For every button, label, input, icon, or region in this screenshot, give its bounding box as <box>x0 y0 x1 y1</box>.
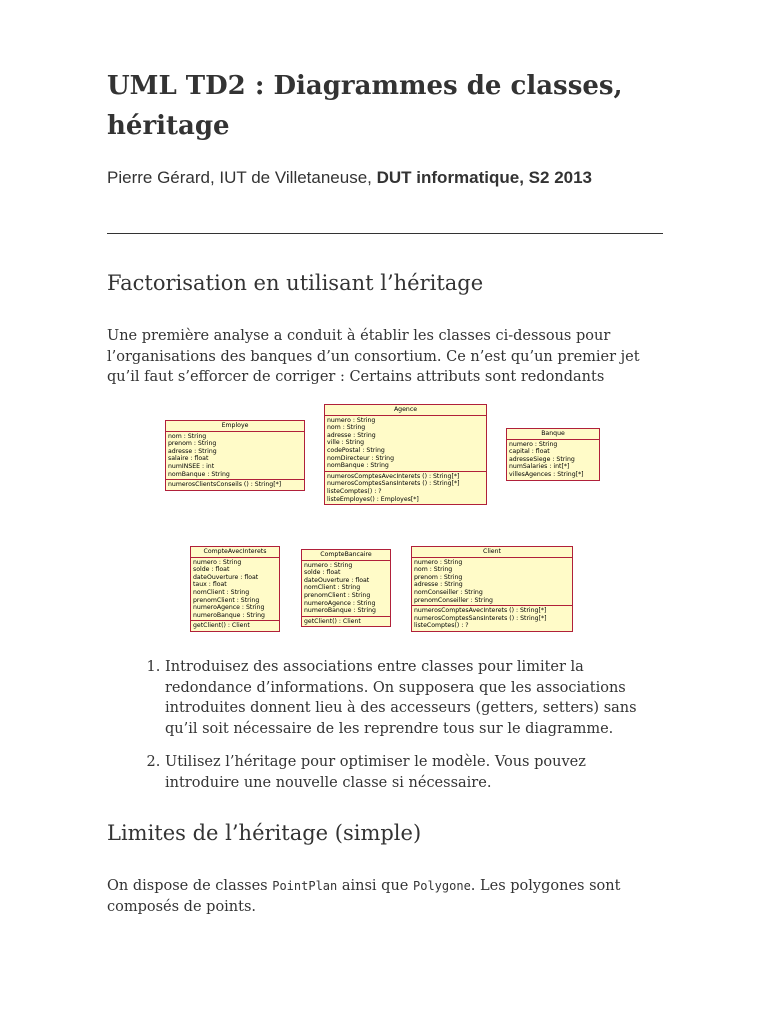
code-pointplan: PointPlan <box>272 879 338 893</box>
uml-attribute: numero : String <box>414 558 463 566</box>
uml-operation: listeComptes() : ? <box>414 622 469 630</box>
uml-attribute: numINSEE : int <box>168 462 215 470</box>
uml-attribute: dateOuverture : float <box>193 573 259 581</box>
uml-attributes <box>302 561 390 617</box>
uml-attribute: solde : float <box>193 566 230 574</box>
uml-class-client <box>411 546 573 632</box>
uml-class-name: Banque <box>507 429 599 440</box>
uml-attributes <box>166 432 304 481</box>
uml-attribute: numeroBanque : String <box>193 611 265 619</box>
section-heading-factorisation: Factorisation en utilisant l’héritage <box>107 271 484 295</box>
uml-operations <box>412 606 572 631</box>
author-line <box>107 166 592 190</box>
uml-class-compte-avec-interets <box>190 546 280 632</box>
uml-attributes <box>507 440 599 480</box>
uml-attribute: prenomConseiller : String <box>414 596 493 604</box>
uml-class-agence <box>324 404 487 505</box>
uml-operation: numerosComptesSansInterets () : String[*] <box>414 614 547 622</box>
uml-operations <box>166 480 304 490</box>
uml-attribute: nom : String <box>327 424 366 432</box>
course-name: DUT informatique, S2 2013 <box>376 168 593 187</box>
uml-attribute: codePostal : String <box>327 446 385 454</box>
uml-attribute: numSalaries : int[*] <box>509 463 570 471</box>
uml-class-name: CompteAvecInterets <box>191 547 279 558</box>
divider <box>107 233 663 234</box>
uml-operation: numerosClientsConseils () : String[*] <box>168 481 282 489</box>
uml-attribute: nom : String <box>414 566 453 574</box>
uml-attribute: numero : String <box>509 440 558 448</box>
section-heading-limites: Limites de l’héritage (simple) <box>107 821 422 845</box>
uml-attribute: adresse : String <box>327 431 376 439</box>
uml-attribute: nomBanque : String <box>168 470 230 478</box>
uml-attribute: numero : String <box>304 561 353 569</box>
uml-attribute: taux : float <box>193 581 227 589</box>
uml-attribute: numeroAgence : String <box>304 599 376 607</box>
code-polygone: Polygone <box>413 879 471 893</box>
uml-attribute: ville : String <box>327 439 365 447</box>
uml-class-banque <box>506 428 600 481</box>
uml-class-name: Client <box>412 547 572 558</box>
uml-attribute: nomDirecteur : String <box>327 454 395 462</box>
uml-operation: numerosComptesAvecInterets () : String[*] <box>327 472 460 480</box>
page-title: UML TD2 : Diagrammes de classes, héritage <box>107 71 623 141</box>
text-span: . Les polygones sont composés de points. <box>107 878 621 915</box>
uml-operation: numerosComptesAvecInterets () : String[*] <box>414 607 547 615</box>
uml-attributes <box>325 416 486 472</box>
author-text: Pierre Gérard, IUT de Villetaneuse, <box>107 168 377 187</box>
question-list <box>107 657 663 806</box>
uml-attribute: adresseSiege : String <box>509 455 575 463</box>
uml-attribute: salaire : float <box>168 455 209 463</box>
uml-operation: getClient() : Client <box>193 622 250 630</box>
uml-attributes <box>412 558 572 607</box>
uml-class-name: Agence <box>325 405 486 416</box>
uml-class-compte-bancaire <box>301 549 391 627</box>
uml-class-name: Employe <box>166 421 304 432</box>
uml-attribute: nomBanque : String <box>327 462 389 470</box>
uml-attribute: prenomClient : String <box>304 591 371 599</box>
uml-attribute: numero : String <box>193 558 242 566</box>
section-intro: Une première analyse a conduit à établir les classes ci-dessous pour l’organisations des banques d’un consortium. Ce n’est qu’un premier jet qu’il faut s’efforcer de corriger : Certains attributs sont redondants <box>107 328 640 385</box>
uml-attributes <box>191 558 279 622</box>
uml-attribute: prenom : String <box>414 573 463 581</box>
uml-operations <box>191 621 279 631</box>
section2-text <box>107 876 663 917</box>
text-span: ainsi que <box>337 878 413 894</box>
uml-attribute: prenom : String <box>168 440 217 448</box>
uml-operation: listeComptes() : ? <box>327 487 382 495</box>
uml-class-employe <box>165 420 305 491</box>
uml-operations <box>325 472 486 504</box>
uml-attribute: solde : float <box>304 569 341 577</box>
uml-attribute: adresse : String <box>414 581 463 589</box>
uml-attribute: nomClient : String <box>193 588 250 596</box>
uml-operations <box>302 617 390 627</box>
uml-attribute: nomClient : String <box>304 584 361 592</box>
uml-class-name: CompteBancaire <box>302 550 390 561</box>
uml-attribute: nomConseiller : String <box>414 588 483 596</box>
text-span: On dispose de classes <box>107 878 273 894</box>
question-item: 2. Utilisez l’héritage pour optimiser le modèle. Vous pouvez introduire une nouvelle classe si nécessaire. <box>165 752 663 793</box>
uml-attribute: nom : String <box>168 432 207 440</box>
uml-operation: listeEmployes() : Employes[*] <box>327 495 419 503</box>
uml-attribute: numeroBanque : String <box>304 607 376 615</box>
uml-attribute: dateOuverture : float <box>304 576 370 584</box>
uml-attribute: capital : float <box>509 448 550 456</box>
uml-attribute: villesAgences : String[*] <box>509 470 584 478</box>
uml-attribute: adresse : String <box>168 447 217 455</box>
uml-attribute: prenomClient : String <box>193 596 260 604</box>
uml-attribute: numero : String <box>327 416 376 424</box>
question-item: 1. Introduisez des associations entre classes pour limiter la redondance d’informations. On supposera que les associations introduites donnent lieu à des accesseurs (getters, setters) sans qu’il soit nécessaire de les reprendre tous sur le diagramme. <box>165 657 663 739</box>
uml-attribute: numeroAgence : String <box>193 604 265 612</box>
uml-operation: numerosComptesSansInterets () : String[*] <box>327 480 460 488</box>
uml-operation: getClient() : Client <box>304 617 361 625</box>
